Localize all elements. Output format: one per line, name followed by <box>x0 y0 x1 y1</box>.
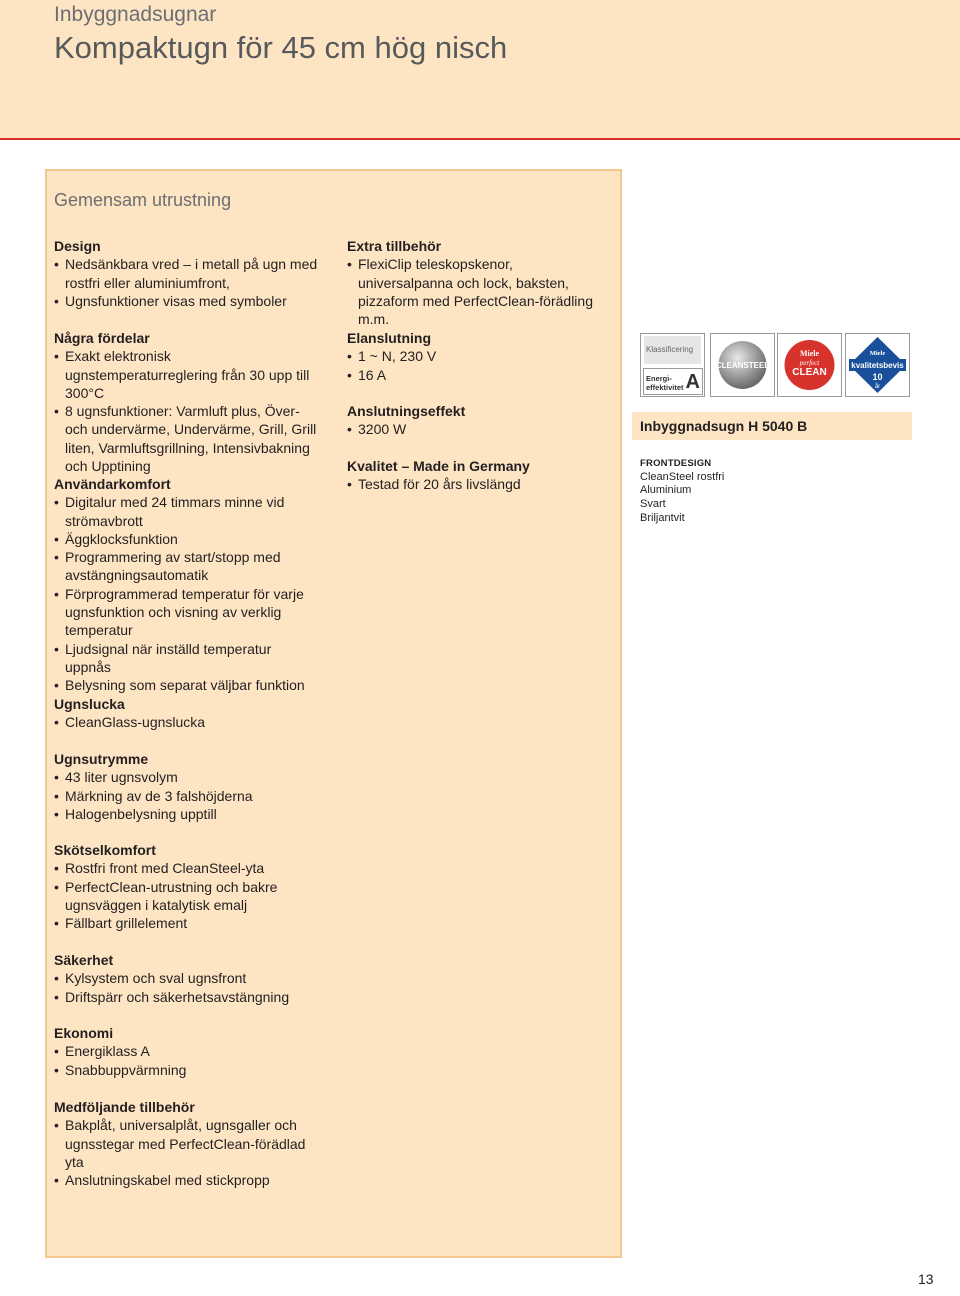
advantages-section <box>54 329 320 475</box>
list-item: • Digitalur med 24 timmars minne vid strömavbrott <box>54 493 320 530</box>
care-section <box>54 841 320 932</box>
list-item: • Ljudsignal när inställd temperatur uppnås <box>54 640 320 677</box>
cleansteel-logo-text: CLEANSTEEL <box>715 361 770 370</box>
quality-certificate-logo <box>845 333 910 397</box>
box-title: Gemensam utrustning <box>54 190 232 210</box>
door-section <box>54 695 320 732</box>
energy-efficiency-text: Energi- <box>646 374 672 383</box>
power-section <box>347 402 607 439</box>
list-item: • 8 ugnsfunktioner: Varmluft plus, Över- och undervärme, Undervärme, Grill, Grill liten, Varmluftsgrillning, Intensivbakning och Upptining <box>54 402 320 475</box>
section-heading: Skötselkomfort <box>54 842 156 858</box>
design-section <box>54 237 320 310</box>
list-item: • Märkning av de 3 falshöjderna <box>54 787 320 805</box>
included-accessories-section <box>54 1098 320 1189</box>
extras-section <box>347 237 607 328</box>
section-heading: Extra tillbehör <box>347 238 442 254</box>
svg-text:10: 10 <box>872 372 883 382</box>
energy-class-label: Klassificering Energi- effektivitet A <box>640 333 705 397</box>
list-item: • PerfectClean-utrustning och bakre ugnsväggen i katalytisk emalj <box>54 878 320 915</box>
list-item: • 16 A <box>347 366 607 384</box>
section-heading: Elanslutning <box>347 330 431 346</box>
list-item: • Bakplåt, universalplåt, ugnsgaller och ugnsstegar med PerfectClean-förädlad yta <box>54 1116 320 1171</box>
list-item: • Halogenbelysning upptill <box>54 805 320 823</box>
quality-section <box>347 457 607 494</box>
front-option: Svart <box>640 498 666 511</box>
section-heading: Medföljande tillbehör <box>54 1099 195 1115</box>
section-heading: Kvalitet – Made in Germany <box>347 458 530 474</box>
list-item: • Snabbuppvärmning <box>54 1061 320 1079</box>
list-item: • Programmering av start/stopp med avstängningsautomatik <box>54 548 320 585</box>
section-heading: Anslutningseffekt <box>347 403 466 419</box>
safety-section <box>54 951 320 1006</box>
energy-class-value: A <box>685 371 700 393</box>
list-item: • CleanGlass-ugnslucka <box>54 713 320 731</box>
front-option: CleanSteel rostfri <box>640 470 725 483</box>
connection-section <box>347 329 607 384</box>
page-number: 13 <box>918 1271 934 1287</box>
frontdesign-title: FRONTDESIGN <box>640 458 712 469</box>
list-item: • 3200 W <box>347 420 607 438</box>
list-item: • Ugnsfunktioner visas med symboler <box>54 292 320 310</box>
front-option: Briljantvit <box>640 511 685 524</box>
svg-text:CLEAN: CLEAN <box>792 367 827 378</box>
front-option: Aluminium <box>640 484 692 497</box>
section-heading: Några fördelar <box>54 330 150 346</box>
list-item: • Rostfri front med CleanSteel-yta <box>54 859 320 877</box>
svg-text:Miele: Miele <box>869 350 886 357</box>
cleansteel-logo <box>710 333 775 397</box>
model-name-bar <box>632 412 912 440</box>
space-section <box>54 750 320 823</box>
list-item: • Driftspärr och säkerhetsavstängning <box>54 988 320 1006</box>
list-item: • Belysning som separat väljbar funktion <box>54 676 320 694</box>
model-name: Inbyggnadsugn H 5040 B <box>640 418 808 434</box>
list-item: • Energiklass A <box>54 1042 320 1060</box>
list-item: • Anslutningskabel med stickpropp <box>54 1171 320 1189</box>
list-item: • FlexiClip teleskopskenor, universalpanna och lock, baksten, pizzaform med PerfectClean-förädling m.m. <box>347 255 607 328</box>
list-item: • 43 liter ugnsvolym <box>54 768 320 786</box>
list-item: • Äggklocksfunktion <box>54 530 320 548</box>
economy-section <box>54 1024 320 1079</box>
list-item: • Fällbart grillelement <box>54 914 320 932</box>
svg-text:perfect: perfect <box>799 359 820 367</box>
list-item: • Nedsänkbara vred – i metall på ugn med rostfri eller aluminiumfront, <box>54 255 320 292</box>
list-item: • Kylsystem och sval ugnsfront <box>54 969 320 987</box>
certification-logos <box>640 333 912 399</box>
section-heading: Ekonomi <box>54 1025 114 1041</box>
page-header <box>0 0 960 140</box>
section-heading: Design <box>54 238 101 254</box>
page-title: Kompaktugn för 45 cm hög nisch <box>54 30 508 65</box>
section-heading: Ugnsutrymme <box>54 751 149 767</box>
perfectclean-logo <box>777 333 842 397</box>
svg-text:kvalitetsbevis: kvalitetsbevis <box>851 361 904 370</box>
list-item: • Testad för 20 års livslängd <box>347 475 607 493</box>
list-item: • 1 ~ N, 230 V <box>347 347 607 365</box>
section-heading: Ugnslucka <box>54 696 125 712</box>
list-item: • Förprogrammerad temperatur för varje ugnsfunktion och visning av verklig temperatur <box>54 585 320 640</box>
svg-text:Miele: Miele <box>799 349 820 358</box>
svg-text:år: år <box>874 384 881 390</box>
list-item: • Exakt elektronisk ugnstemperaturreglering från 30 upp till 300°C <box>54 347 320 402</box>
comfort-section <box>54 475 320 695</box>
frontdesign-block <box>640 457 724 526</box>
section-heading: Användarkomfort <box>54 476 171 492</box>
classification-label: Klassificering <box>644 336 701 364</box>
section-heading: Säkerhet <box>54 952 114 968</box>
category-label: Inbyggnadsugnar <box>54 3 217 26</box>
